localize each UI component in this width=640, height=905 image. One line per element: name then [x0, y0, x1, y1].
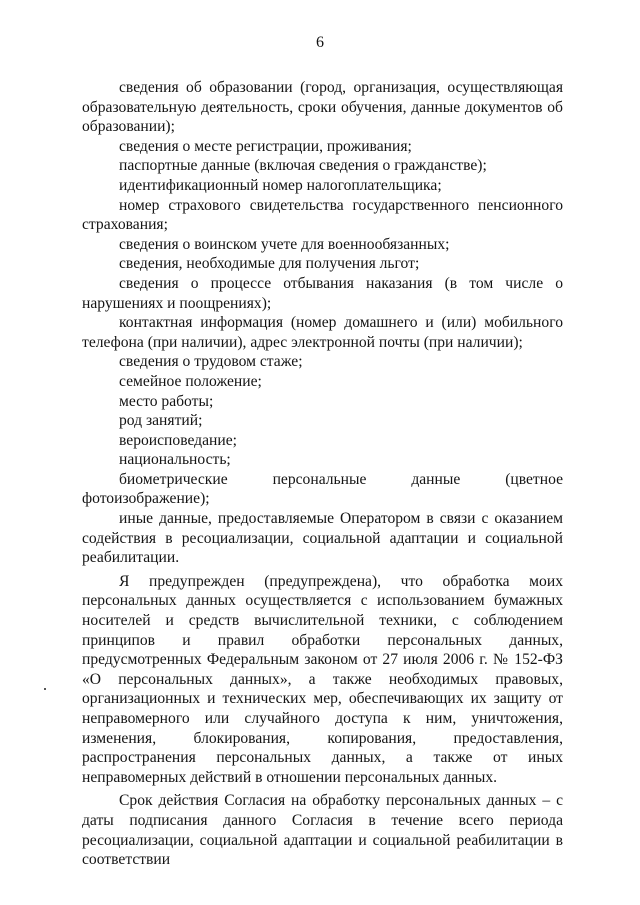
list-item-military: сведения о воинском учете для военнообязанных;: [119, 235, 450, 253]
paragraph-processing-warning: Я предупрежден (предупреждена), что обработка моих персональных данных осуществляется с использованием бумажных носителей и средств вычислительной техники, с соблюдением принципов и правил обработки персональных данных, предусмотренных Федеральным законом от 27 июля 2006 г. № 152-ФЗ «О персональных данных», а также необходимых правовых, организационных и технических мер, обеспечивающих их защиту от неправомерного или случайного доступа к ним, уничтожения, изменения, блокирования, копирования, предоставления, распространения персональных данных, а также от иных неправомерных действий в отношении персональных данных.: [82, 572, 563, 786]
list-item-biometrics: биометрические персональные данные (цветное фотоизображение);: [82, 470, 563, 508]
paragraph-consent-term: Срок действия Согласия на обработку персональных данных – с даты подписания данного Согласия в течение всего периода ресоциализации, социальной адаптации и социальной реабилитации в соответствии: [82, 792, 563, 869]
list-item-marital-status: семейное положение;: [119, 372, 262, 390]
list-item-contacts: контактная информация (номер домашнего и (или) мобильного телефона (при наличии), адрес электронной почты (при наличии);: [82, 314, 563, 351]
scan-speck: [44, 688, 46, 690]
list-item-punishment: сведения о процессе отбывания наказания (в том числе о нарушениях и поощрениях);: [82, 274, 563, 312]
list-item-inn: идентификационный номер налогоплательщика;: [119, 176, 442, 194]
list-item-nationality: национальность;: [119, 451, 231, 469]
list-item-passport: паспортные данные (включая сведения о гражданстве);: [119, 157, 487, 175]
list-item-occupation: род занятий;: [119, 412, 203, 430]
page-number: 6: [316, 34, 324, 51]
list-item-other-data: иные данные, предоставляемые Оператором в связи с оказанием содействия в ресоциализации, социальной адаптации и социальной реабилитации.: [82, 510, 563, 567]
list-item-work-experience: сведения о трудовом стаже;: [119, 353, 303, 371]
list-item-benefits: сведения, необходимые для получения льгот;: [119, 255, 420, 273]
list-item-workplace: место работы;: [119, 392, 214, 410]
list-item-education: сведения об образовании (город, организация, осуществляющая образовательную деятельность, сроки обучения, данные документов об образовании);: [82, 79, 563, 136]
list-item-religion: вероисповедание;: [119, 431, 237, 449]
list-item-pension-insurance: номер страхового свидетельства государственного пенсионного страхования;: [82, 196, 563, 234]
list-item-registration: сведения о месте регистрации, проживания;: [119, 137, 412, 155]
document-body: [82, 78, 563, 870]
